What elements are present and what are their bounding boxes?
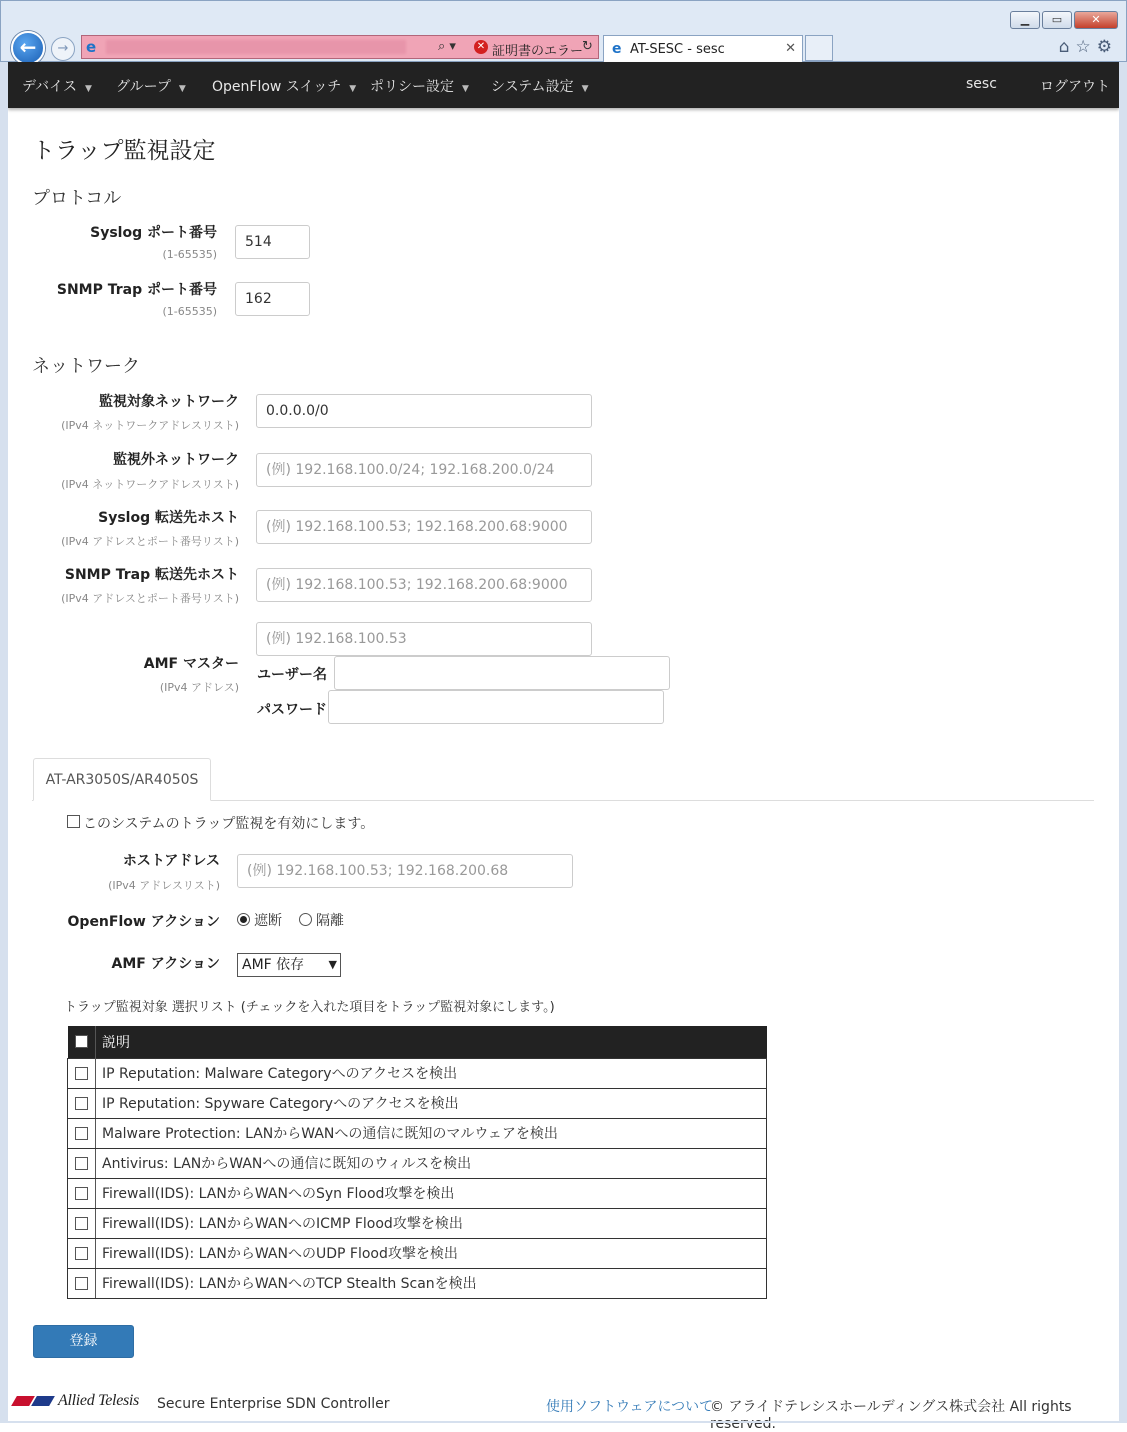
row-checkbox-cell <box>68 1088 96 1118</box>
tab-close-icon[interactable]: ✕ <box>785 41 796 56</box>
chevron-down-icon: ▼ <box>328 958 337 971</box>
nav-user[interactable]: sesc <box>966 76 997 92</box>
logo-text: Allied Telesis <box>58 1392 139 1409</box>
reload-icon[interactable]: ↻ <box>582 39 593 54</box>
footer-copyright: © アライドテレシスホールディングス株式会社 All rights reserved. <box>710 1399 1072 1432</box>
row-description: IP Reputation: Malware Categoryへのアクセスを検出 <box>96 1058 767 1088</box>
back-button[interactable]: ← <box>11 31 45 65</box>
table-row <box>68 1118 767 1148</box>
row-checkbox-cell <box>68 1058 96 1088</box>
row-checkbox-cell <box>68 1118 96 1148</box>
nav-groups[interactable] <box>116 76 186 96</box>
monitor-network-sub: (IPv4 ネットワークアドレスリスト) <box>61 419 239 432</box>
nav-system-label: システム設定 <box>491 79 574 95</box>
nav-groups-label: グループ <box>116 79 171 95</box>
amf-master-input[interactable]: (例) 192.168.100.53 <box>256 622 592 656</box>
row-checkbox[interactable] <box>75 1067 88 1080</box>
trap-list-caption: トラップ監視対象 選択リスト (チェックを入れた項目をトラップ監視対象にします。) <box>64 1000 555 1015</box>
snmp-forward-input[interactable]: (例) 192.168.100.53; 192.168.200.68:9000 <box>256 568 592 602</box>
row-checkbox[interactable] <box>75 1157 88 1170</box>
row-description: Firewall(IDS): LANからWANへのSyn Flood攻撃を検出 <box>96 1178 767 1208</box>
row-checkbox[interactable] <box>75 1097 88 1110</box>
table-row <box>68 1208 767 1238</box>
browser-toolbar-icons <box>1059 37 1112 57</box>
favorites-star-icon[interactable]: ☆ <box>1075 37 1091 57</box>
table-row <box>68 1148 767 1178</box>
host-address-sub: (IPv4 アドレスリスト) <box>108 879 220 892</box>
window-controls <box>1010 11 1118 29</box>
row-checkbox-cell <box>68 1208 96 1238</box>
openflow-action-label: OpenFlow アクション <box>67 914 220 930</box>
select-all-cell <box>68 1026 96 1058</box>
row-checkbox-cell <box>68 1238 96 1268</box>
table-header-description: 説明 <box>96 1026 767 1058</box>
chevron-down-icon: ▼ <box>349 84 357 94</box>
enable-trap-label: このシステムのトラップ監視を有効にします。 <box>83 816 375 832</box>
close-window-button[interactable]: ✕ <box>1074 11 1118 29</box>
row-description: Firewall(IDS): LANからWANへのUDP Flood攻撃を検出 <box>96 1238 767 1268</box>
address-bar[interactable] <box>81 35 599 59</box>
table-row <box>68 1058 767 1088</box>
chevron-down-icon: ▼ <box>178 84 186 94</box>
openflow-block-label: 遮断 <box>254 913 282 929</box>
footer-product-name: Secure Enterprise SDN Controller <box>157 1396 390 1412</box>
ie-tab-icon: e <box>612 41 622 57</box>
row-description: Firewall(IDS): LANからWANへのTCP Stealth Scanを検出 <box>96 1268 767 1298</box>
nav-policy[interactable] <box>370 76 469 96</box>
cert-error-text[interactable]: 証明書のエラー <box>492 44 584 59</box>
ie-icon: e <box>86 38 97 56</box>
chevron-down-icon: ▼ <box>85 84 92 94</box>
search-icon[interactable]: ⌕ ▾ <box>438 39 456 54</box>
host-address-label: ホストアドレス <box>122 853 220 869</box>
table-row <box>68 1238 767 1268</box>
row-checkbox[interactable] <box>75 1187 88 1200</box>
syslog-port-input[interactable]: 514 <box>235 225 310 259</box>
row-checkbox[interactable] <box>75 1217 88 1230</box>
snmp-forward-sub: (IPv4 アドレスとポート番号リスト) <box>61 592 239 605</box>
syslog-port-range: (1-65535) <box>162 248 217 261</box>
nav-openflow-switch[interactable] <box>212 76 356 96</box>
exclude-network-label: 監視外ネットワーク <box>113 452 239 468</box>
syslog-forward-sub: (IPv4 アドレスとポート番号リスト) <box>61 535 239 548</box>
amf-master-label: AMF マスター <box>143 656 239 672</box>
cert-error-icon: ✕ <box>474 40 488 54</box>
amf-action-select[interactable] <box>237 953 341 977</box>
chevron-down-icon: ▼ <box>462 84 469 94</box>
row-checkbox-cell <box>68 1268 96 1298</box>
openflow-block-radio[interactable] <box>237 913 250 926</box>
protocol-heading: プロトコル <box>32 188 122 209</box>
table-row <box>68 1088 767 1118</box>
nav-devices-label: デバイス <box>22 79 78 95</box>
row-checkbox[interactable] <box>75 1277 88 1290</box>
host-address-input[interactable]: (例) 192.168.100.53; 192.168.200.68 <box>237 854 573 888</box>
maximize-button[interactable]: ▭ <box>1042 11 1072 29</box>
openflow-quarantine-radio[interactable] <box>299 913 312 926</box>
row-checkbox-cell <box>68 1148 96 1178</box>
new-tab-button[interactable] <box>805 35 833 61</box>
network-heading: ネットワーク <box>32 356 140 377</box>
register-button[interactable]: 登録 <box>33 1325 134 1358</box>
forward-button[interactable]: → <box>51 37 75 61</box>
select-all-checkbox[interactable] <box>75 1035 88 1048</box>
minimize-button[interactable]: ▁ <box>1010 11 1040 29</box>
row-checkbox[interactable] <box>75 1127 88 1140</box>
snmp-forward-label: SNMP Trap 転送先ホスト <box>64 567 239 583</box>
exclude-network-sub: (IPv4 ネットワークアドレスリスト) <box>61 478 239 491</box>
amf-username-label: ユーザー名 <box>257 667 327 683</box>
address-url-blurred <box>106 40 406 54</box>
enable-trap-checkbox[interactable] <box>67 815 80 828</box>
nav-system[interactable] <box>491 76 589 96</box>
tab-ar3050s-ar4050s[interactable]: AT-AR3050S/AR4050S <box>33 758 211 801</box>
row-description: IP Reputation: Spyware Categoryへのアクセスを検出 <box>96 1088 767 1118</box>
snmp-port-range: (1-65535) <box>162 305 217 318</box>
amf-username-input[interactable] <box>334 656 670 690</box>
logo-mark-icon <box>14 1394 54 1408</box>
table-header-row <box>68 1026 767 1058</box>
exclude-network-input[interactable]: (例) 192.168.100.0/24; 192.168.200.0/24 <box>256 453 592 487</box>
row-checkbox-cell <box>68 1178 96 1208</box>
tab-title: AT-SESC - sesc <box>630 42 725 57</box>
table-row <box>68 1178 767 1208</box>
home-icon[interactable]: ⌂ <box>1058 37 1070 57</box>
syslog-port-label: Syslog ポート番号 <box>90 225 217 241</box>
row-description: Malware Protection: LANからWANへの通信に既知のマルウェアを検出 <box>96 1118 767 1148</box>
amf-password-label: パスワード <box>257 702 327 718</box>
snmp-port-label: SNMP Trap ポート番号 <box>56 282 217 298</box>
syslog-forward-label: Syslog 転送先ホスト <box>98 510 239 526</box>
nav-openflow-label: OpenFlow スイッチ <box>212 79 342 95</box>
monitor-network-label: 監視対象ネットワーク <box>99 394 239 410</box>
trap-target-table <box>67 1026 767 1299</box>
table-row <box>68 1268 767 1298</box>
page-title: トラップ監視設定 <box>32 138 216 164</box>
amf-action-value: AMF 依存 <box>242 957 305 973</box>
amf-master-sub: (IPv4 アドレス) <box>159 681 239 694</box>
chevron-down-icon: ▼ <box>581 84 589 94</box>
syslog-forward-input[interactable]: (例) 192.168.100.53; 192.168.200.68:9000 <box>256 510 592 544</box>
monitor-network-input[interactable]: 0.0.0.0/0 <box>256 394 592 428</box>
snmp-port-input[interactable]: 162 <box>235 282 310 316</box>
row-description: Firewall(IDS): LANからWANへのICMP Flood攻撃を検出 <box>96 1208 767 1238</box>
allied-telesis-logo <box>14 1392 139 1410</box>
software-info-link[interactable]: 使用ソフトウェアについて <box>546 1399 714 1415</box>
top-navbar <box>8 62 1119 108</box>
amf-action-label: AMF アクション <box>111 956 220 972</box>
settings-gear-icon[interactable]: ⚙ <box>1096 37 1112 57</box>
logout-link[interactable]: ログアウト <box>1040 79 1110 95</box>
row-description: Antivirus: LANからWANへの通信に既知のウィルスを検出 <box>96 1148 767 1178</box>
browser-chrome <box>0 0 1127 62</box>
openflow-quarantine-label: 隔離 <box>316 913 344 929</box>
nav-devices[interactable] <box>22 76 92 96</box>
amf-password-input[interactable] <box>328 690 664 724</box>
row-checkbox[interactable] <box>75 1247 88 1260</box>
browser-tab[interactable] <box>603 35 803 63</box>
nav-policy-label: ポリシー設定 <box>370 79 454 95</box>
